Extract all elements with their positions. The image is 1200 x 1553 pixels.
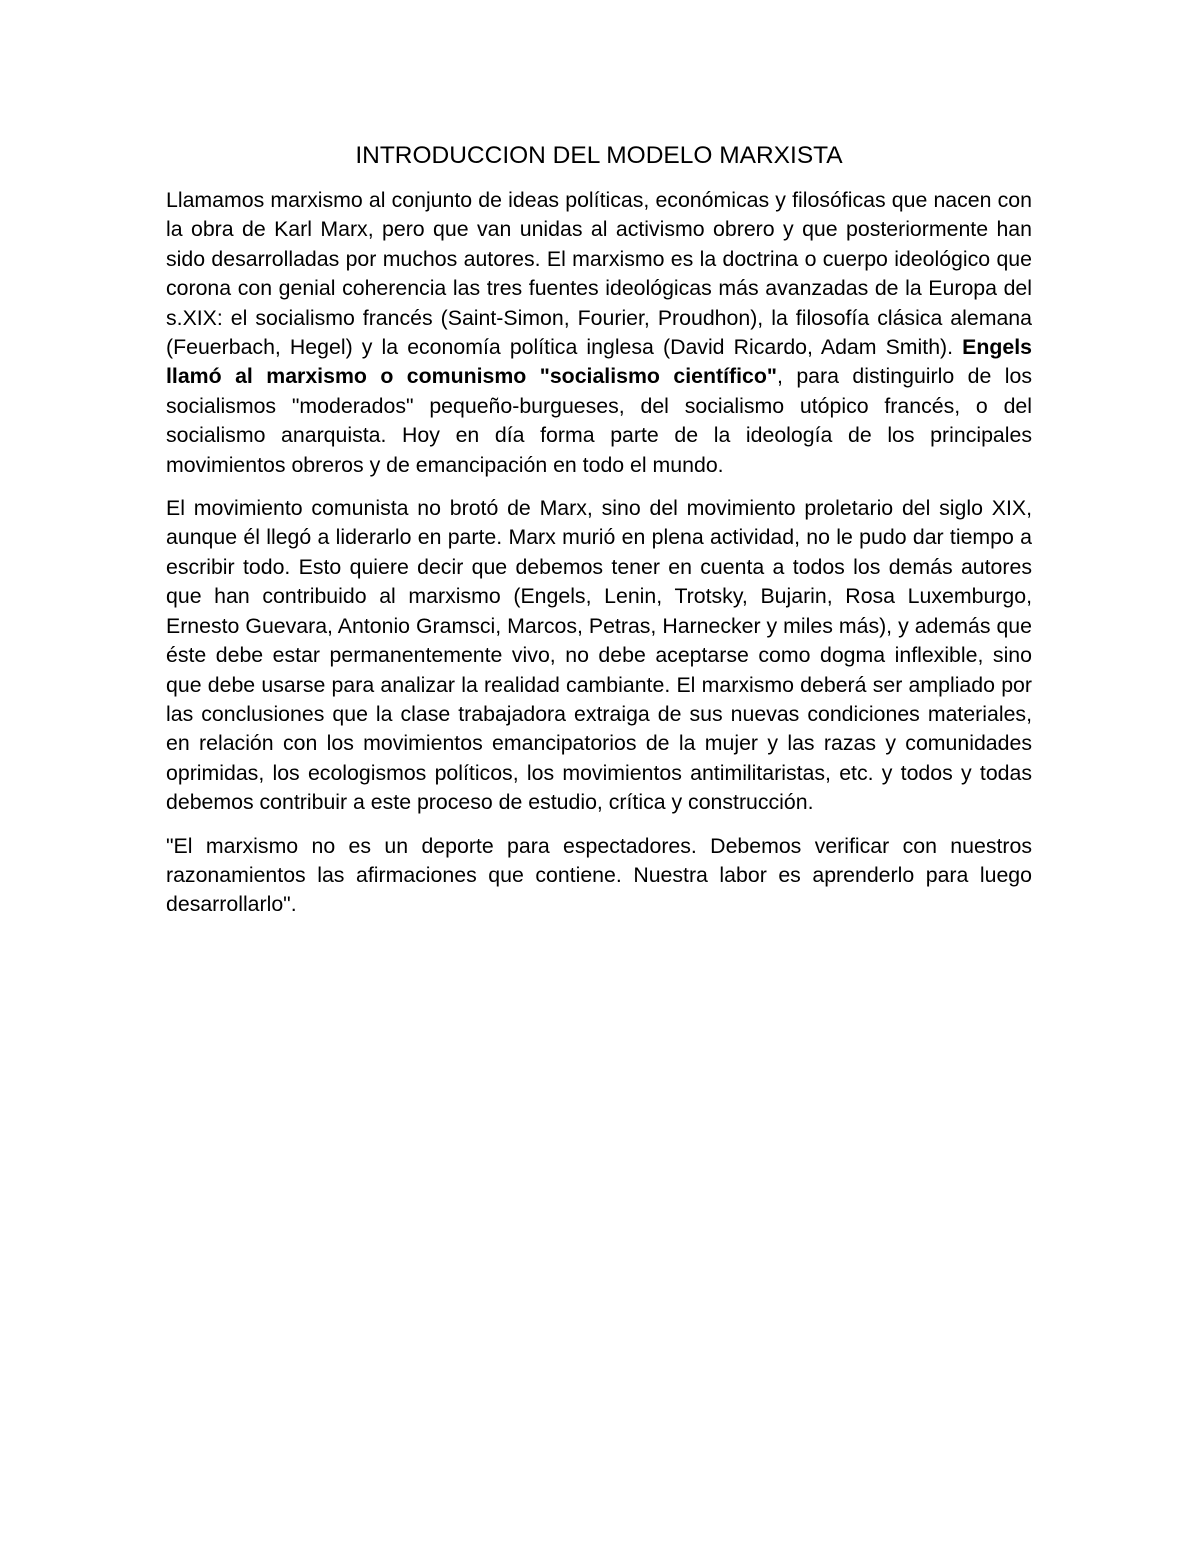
document-page bbox=[166, 138, 1032, 934]
paragraph-intro-bold: Engels llamó al marxismo o comunismo "socialismo científico" bbox=[166, 335, 1032, 389]
paragraph-intro-text-end: , para distinguirlo de los socialismos "moderados" pequeño-burgueses, del socialismo utópico francés, o del socialismo anarquista. Hoy en día forma parte de la ideología de los principales movimientos obreros y de emancipación en todo el mundo. bbox=[166, 364, 1032, 477]
paragraph-quote: "El marxismo no es un deporte para espectadores. Debemos verificar con nuestros razonamientos las afirmaciones que contiene. Nuestra labor es aprenderlo para luego desarrollarlo". bbox=[166, 833, 1032, 917]
paragraph-intro-text: Llamamos marxismo al conjunto de ideas políticas, económicas y filosóficas que nacen con la obra de Karl Marx, pero que van unidas al activismo obrero y que posteriormente han sido desarrolladas por muchos autores. El marxismo es la doctrina o cuerpo ideológico que corona con genial coherencia las tres fuentes ideológicas más avanzadas de la Europa del s.XIX: el socialismo francés (Saint-Simon, Fourier, Proudhon), la filosofía clásica alemana (Feuerbach, Hegel) y la economía política inglesa (David Ricardo, Adam Smith). bbox=[166, 188, 1032, 360]
document-title: INTRODUCCION DEL MODELO MARXISTA bbox=[355, 142, 843, 169]
paragraph-movement: El movimiento comunista no brotó de Marx, sino del movimiento proletario del siglo XIX, aunque él llegó a liderarlo en parte. Marx murió en plena actividad, no le pudo dar tiempo a escribir todo. Esto quiere decir que debemos tener en cuenta a todos los demás autores que han contribuido al marxismo (Engels, Lenin, Trotsky, Bujarin, Rosa Luxemburgo, Ernesto Guevara, Antonio Gramsci, Marcos, Petras, Harnecker y miles más), y además que éste debe estar permanentemente vivo, no debe aceptarse como dogma inflexible, sino que debe usarse para analizar la realidad cambiante. El marxismo deberá ser ampliado por las conclusiones que la clase trabajadora extraiga de sus nuevas condiciones materiales, en relación con los movimientos emancipatorios de la mujer y las razas y comunidades oprimidas, los ecologismos políticos, los movimientos antimilitaristas, etc. y todos y todas debemos contribuir a este proceso de estudio, crítica y construcción. bbox=[166, 496, 1032, 815]
paragraph-intro bbox=[166, 186, 1032, 480]
